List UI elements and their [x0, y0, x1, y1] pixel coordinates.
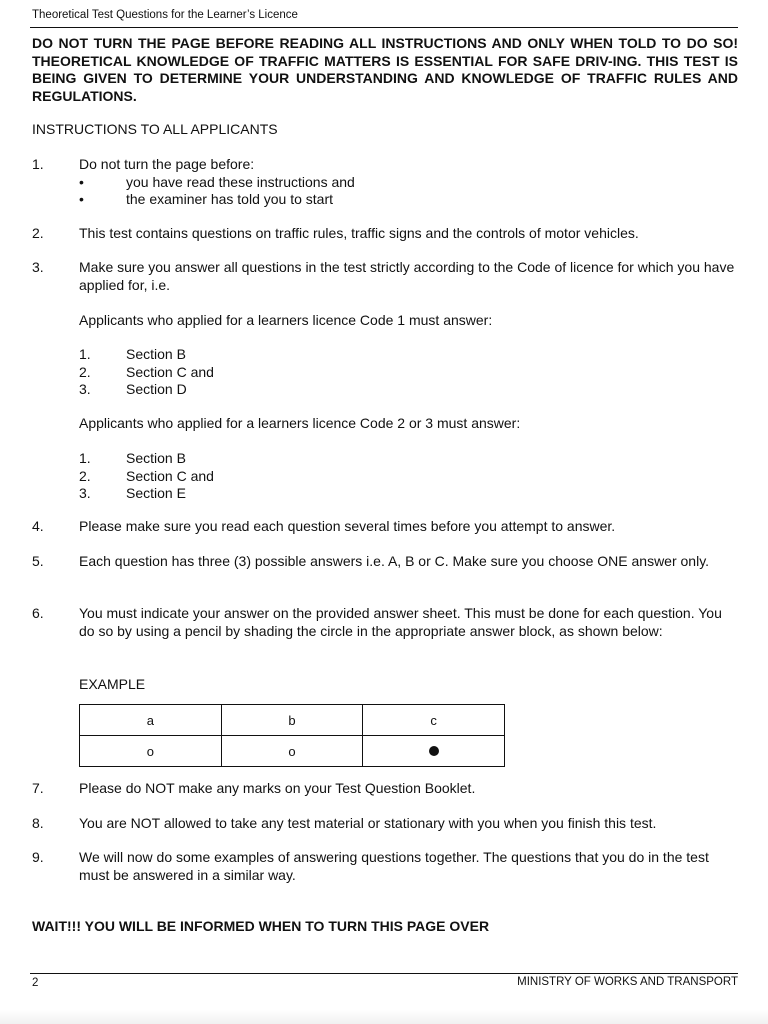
instruction-item-8 [32, 815, 738, 833]
section-item: 3. Section D [79, 381, 187, 397]
table-row [80, 736, 505, 767]
filled-circle-icon [429, 746, 439, 756]
item-number: 5. [32, 553, 44, 569]
page-number: 2 [32, 977, 39, 989]
item-text: This test contains questions on traffic rules, traffic signs and the controls of motor vehicles. [79, 225, 639, 241]
item-text: We will now do some examples of answering questions together. The questions that you do in the test must be answered in a similar way. [79, 849, 709, 883]
item-number: 6. [32, 605, 44, 621]
table-header-cell: b [221, 705, 363, 736]
code1-section-list [79, 346, 738, 399]
item-number: 2. [32, 225, 44, 241]
section-item: 2. Section C and [79, 363, 214, 380]
instruction-item-2 [32, 225, 738, 243]
footer-rule [30, 973, 738, 974]
section-item: 3. Section E [79, 485, 186, 501]
bullet-item: • you have read these instructions and [79, 174, 738, 192]
item-text: Each question has three (3) possible answers i.e. A, B or C. Make sure you choose ONE answer only. [79, 553, 710, 569]
empty-circle-mark: o [221, 736, 363, 767]
instruction-item-4 [32, 518, 738, 536]
warning-text: DO NOT TURN THE PAGE BEFORE READING ALL INSTRUCTIONS AND ONLY WHEN TOLD TO DO SO! THEORETICAL KNOWLEDGE OF TRAFFIC MATTERS IS ESSENTIAL FOR SAFE DRIV-ING. THIS TEST IS BEING GIVEN TO DETERMINE YOUR UNDERSTANDING AND KNOWLEDGE OF TRAFFIC RULES AND REGULATIONS. [32, 35, 738, 104]
item-text: You are NOT allowed to take any test material or stationary with you when you finish this test. [79, 815, 657, 831]
page-edge-shadow [0, 1010, 768, 1024]
footer-organization: MINISTRY OF WORKS AND TRANSPORT [517, 976, 738, 988]
item-text: Please do NOT make any marks on your Test Question Booklet. [79, 780, 476, 796]
item-number: 8. [32, 815, 44, 831]
item-number: 7. [32, 780, 44, 796]
header-rule [30, 27, 738, 28]
item-number: 1. [32, 156, 44, 172]
bullet-item: • the examiner has told you to start [79, 191, 738, 209]
item-text: You must indicate your answer on the provided answer sheet. This must be done for each question. You do so by using a pencil by shading the circle in the appropriate answer block, as shown below: [79, 605, 722, 639]
section-item: 1. Section B [79, 450, 186, 466]
code23-text: Applicants who applied for a learners licence Code 2 or 3 must answer: [79, 415, 521, 431]
header-title: Theoretical Test Questions for the Learner’s Licence [32, 9, 298, 21]
item-number: 3. [32, 259, 44, 275]
item-text: Do not turn the page before: [79, 156, 255, 172]
final-warning: WAIT!!! YOU WILL BE INFORMED WHEN TO TURN THIS PAGE OVER [32, 918, 490, 934]
instruction-item-1 [32, 156, 738, 209]
instruction-item-5 [32, 553, 738, 571]
instruction-item-9 [32, 849, 738, 884]
instruction-item-7 [32, 780, 738, 798]
item-text: Make sure you answer all questions in the test strictly according to the Code of licence for which you have applied for, i.e. [79, 259, 735, 293]
item-number: 9. [32, 849, 44, 865]
item-text: Please make sure you read each question several times before you attempt to answer. [79, 518, 616, 534]
table-header-row [80, 705, 505, 736]
instruction-item-3 [32, 259, 738, 294]
table-header-cell: a [80, 705, 222, 736]
instruction-item-6 [32, 605, 738, 640]
example-answer-table [79, 704, 505, 767]
item-number: 4. [32, 518, 44, 534]
table-header-cell: c [363, 705, 505, 736]
code1-text: Applicants who applied for a learners licence Code 1 must answer: [79, 312, 493, 328]
instructions-heading: INSTRUCTIONS TO ALL APPLICANTS [32, 121, 278, 137]
filled-cell [363, 736, 505, 767]
bullet-list [79, 174, 738, 209]
section-item: 1. Section B [79, 346, 186, 362]
empty-circle-mark: o [80, 736, 222, 767]
code23-section-list [79, 450, 738, 503]
section-item: 2. Section C and [79, 467, 214, 484]
example-label: EXAMPLE [79, 676, 146, 692]
